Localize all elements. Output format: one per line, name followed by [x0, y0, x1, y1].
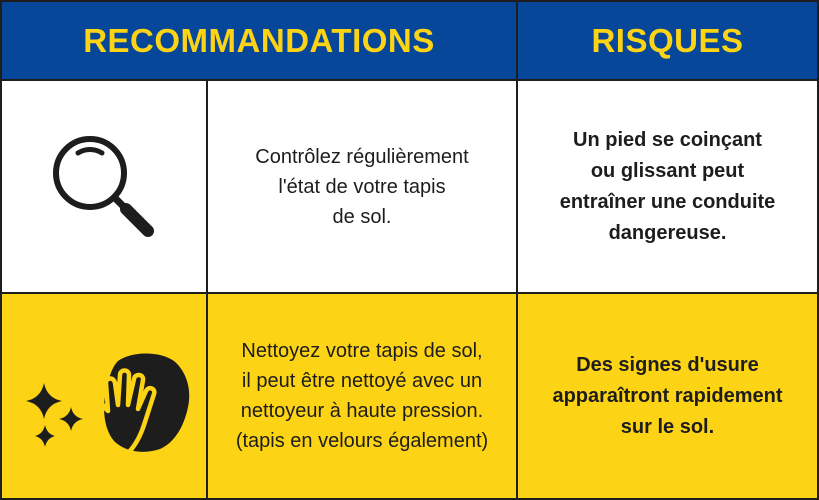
header-risks-label: RISQUES	[591, 21, 744, 59]
header-recommendations-label: RECOMMANDATIONS	[83, 21, 435, 59]
header-recommendations	[2, 2, 516, 79]
row-2-risk: Des signes d'usure apparaîtront rapidement sur le sol.	[552, 353, 783, 438]
row-1-risk: Un pied se coinçant ou glissant peut entraîner une conduite dangereuse.	[559, 128, 776, 244]
row-1-recommendation-cell	[208, 81, 516, 292]
row-1-icon-cell	[2, 81, 206, 292]
header-risks	[518, 2, 817, 79]
sparkle-medium-icon	[59, 407, 83, 431]
row-1-risk-cell	[518, 81, 817, 292]
sparkle-small-icon	[35, 425, 55, 447]
row-2-icon-cell	[2, 294, 206, 498]
row-2-risk-cell	[518, 294, 817, 498]
magnifying-glass-icon	[44, 127, 164, 247]
row-2-recommendation-cell	[208, 294, 516, 498]
sparkle-large-icon	[26, 383, 62, 419]
row-1-recommendation: Contrôlez régulièrement l'état de votre tapis de sol.	[255, 145, 469, 228]
cleaning-glove-sparkles-icon	[14, 331, 194, 461]
row-2-recommendation: Nettoyez votre tapis de sol, il peut être nettoyé avec un nettoyeur à haute pression. (tapis en velours également)	[235, 340, 489, 452]
